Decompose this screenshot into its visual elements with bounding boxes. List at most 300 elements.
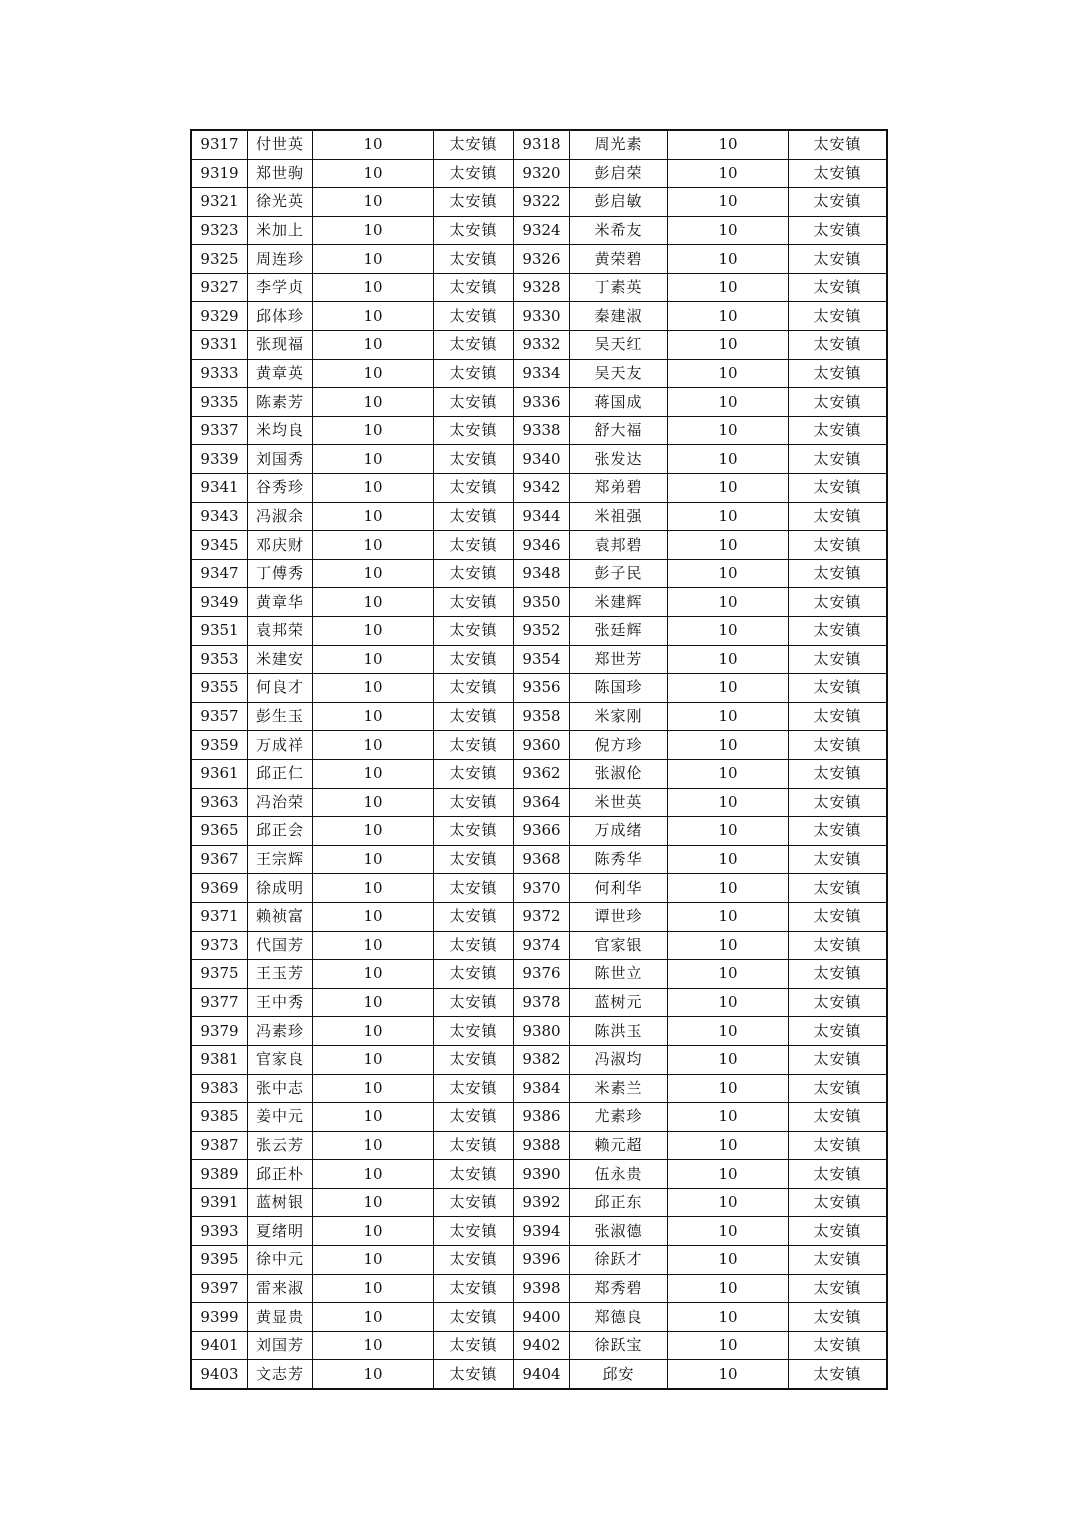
right-town-cell: 太安镇 [789, 1045, 888, 1074]
left-name-cell: 刘国秀 [248, 445, 313, 474]
left-name-cell: 谷秀珍 [248, 474, 313, 503]
right-name-cell: 吴天友 [570, 359, 668, 388]
right-amount-cell: 10 [668, 1188, 789, 1217]
right-amount-cell: 10 [668, 1303, 789, 1332]
right-name-cell: 米建辉 [570, 588, 668, 617]
left-town-cell: 太安镇 [434, 902, 514, 931]
table-row [191, 1331, 887, 1360]
right-name-cell: 郑德良 [570, 1303, 668, 1332]
right-name-cell: 伍永贵 [570, 1160, 668, 1189]
right-name-cell: 冯淑均 [570, 1045, 668, 1074]
left-town-cell: 太安镇 [434, 474, 514, 503]
table-row [191, 845, 887, 874]
left-amount-cell: 10 [313, 702, 434, 731]
left-amount-cell: 10 [313, 273, 434, 302]
right-amount-cell: 10 [668, 674, 789, 703]
left-amount-cell: 10 [313, 188, 434, 217]
right-number-cell: 9340 [514, 445, 570, 474]
right-number-cell: 9396 [514, 1246, 570, 1275]
left-town-cell: 太安镇 [434, 216, 514, 245]
left-amount-cell: 10 [313, 502, 434, 531]
right-amount-cell: 10 [668, 1274, 789, 1303]
left-town-cell: 太安镇 [434, 273, 514, 302]
table-row [191, 645, 887, 674]
left-town-cell: 太安镇 [434, 559, 514, 588]
left-amount-cell: 10 [313, 817, 434, 846]
table-row [191, 759, 887, 788]
left-town-cell: 太安镇 [434, 388, 514, 417]
left-amount-cell: 10 [313, 902, 434, 931]
right-name-cell: 吴天红 [570, 331, 668, 360]
right-town-cell: 太安镇 [789, 1217, 888, 1246]
left-amount-cell: 10 [313, 788, 434, 817]
table-row [191, 331, 887, 360]
left-number-cell: 9391 [191, 1188, 248, 1217]
right-name-cell: 赖元超 [570, 1131, 668, 1160]
left-number-cell: 9385 [191, 1103, 248, 1132]
left-town-cell: 太安镇 [434, 445, 514, 474]
right-number-cell: 9382 [514, 1045, 570, 1074]
left-town-cell: 太安镇 [434, 188, 514, 217]
right-number-cell: 9324 [514, 216, 570, 245]
right-number-cell: 9362 [514, 759, 570, 788]
table-row [191, 130, 887, 159]
left-name-cell: 郑世驹 [248, 159, 313, 188]
right-name-cell: 米祖强 [570, 502, 668, 531]
right-name-cell: 秦建淑 [570, 302, 668, 331]
table-row [191, 588, 887, 617]
right-number-cell: 9320 [514, 159, 570, 188]
left-town-cell: 太安镇 [434, 817, 514, 846]
table-row [191, 388, 887, 417]
right-number-cell: 9376 [514, 960, 570, 989]
right-amount-cell: 10 [668, 931, 789, 960]
left-town-cell: 太安镇 [434, 1331, 514, 1360]
right-name-cell: 米家刚 [570, 702, 668, 731]
left-amount-cell: 10 [313, 1360, 434, 1389]
right-name-cell: 郑秀碧 [570, 1274, 668, 1303]
left-number-cell: 9353 [191, 645, 248, 674]
right-amount-cell: 10 [668, 474, 789, 503]
left-amount-cell: 10 [313, 245, 434, 274]
right-town-cell: 太安镇 [789, 931, 888, 960]
table-row [191, 416, 887, 445]
right-name-cell: 邱正东 [570, 1188, 668, 1217]
left-town-cell: 太安镇 [434, 1045, 514, 1074]
right-town-cell: 太安镇 [789, 788, 888, 817]
left-amount-cell: 10 [313, 559, 434, 588]
right-number-cell: 9394 [514, 1217, 570, 1246]
left-name-cell: 黄章英 [248, 359, 313, 388]
right-amount-cell: 10 [668, 902, 789, 931]
right-town-cell: 太安镇 [789, 188, 888, 217]
right-amount-cell: 10 [668, 359, 789, 388]
left-name-cell: 张现福 [248, 331, 313, 360]
right-number-cell: 9366 [514, 817, 570, 846]
right-name-cell: 徐跃宝 [570, 1331, 668, 1360]
right-amount-cell: 10 [668, 1045, 789, 1074]
left-number-cell: 9381 [191, 1045, 248, 1074]
right-number-cell: 9386 [514, 1103, 570, 1132]
table-row [191, 988, 887, 1017]
left-name-cell: 丁傅秀 [248, 559, 313, 588]
left-number-cell: 9395 [191, 1246, 248, 1275]
table-row [191, 1246, 887, 1275]
right-name-cell: 何利华 [570, 874, 668, 903]
right-town-cell: 太安镇 [789, 1188, 888, 1217]
left-name-cell: 邱体珍 [248, 302, 313, 331]
left-town-cell: 太安镇 [434, 1160, 514, 1189]
left-town-cell: 太安镇 [434, 359, 514, 388]
left-amount-cell: 10 [313, 960, 434, 989]
right-number-cell: 9336 [514, 388, 570, 417]
right-town-cell: 太安镇 [789, 674, 888, 703]
right-town-cell: 太安镇 [789, 960, 888, 989]
left-name-cell: 邱正朴 [248, 1160, 313, 1189]
left-name-cell: 张中志 [248, 1074, 313, 1103]
left-amount-cell: 10 [313, 1274, 434, 1303]
left-town-cell: 太安镇 [434, 788, 514, 817]
right-town-cell: 太安镇 [789, 474, 888, 503]
right-number-cell: 9364 [514, 788, 570, 817]
table-row [191, 245, 887, 274]
table-row [191, 1160, 887, 1189]
left-name-cell: 冯素珍 [248, 1017, 313, 1046]
left-number-cell: 9339 [191, 445, 248, 474]
right-amount-cell: 10 [668, 245, 789, 274]
right-name-cell: 谭世珍 [570, 902, 668, 931]
left-amount-cell: 10 [313, 874, 434, 903]
table-row [191, 1103, 887, 1132]
table-row [191, 702, 887, 731]
left-name-cell: 文志芳 [248, 1360, 313, 1389]
right-number-cell: 9372 [514, 902, 570, 931]
left-town-cell: 太安镇 [434, 1188, 514, 1217]
left-name-cell: 赖祯富 [248, 902, 313, 931]
right-number-cell: 9388 [514, 1131, 570, 1160]
left-amount-cell: 10 [313, 359, 434, 388]
left-amount-cell: 10 [313, 845, 434, 874]
left-amount-cell: 10 [313, 216, 434, 245]
table-row [191, 445, 887, 474]
right-name-cell: 郑世芳 [570, 645, 668, 674]
left-number-cell: 9361 [191, 759, 248, 788]
right-name-cell: 蒋国成 [570, 388, 668, 417]
left-town-cell: 太安镇 [434, 1303, 514, 1332]
left-town-cell: 太安镇 [434, 502, 514, 531]
left-amount-cell: 10 [313, 988, 434, 1017]
table-row [191, 960, 887, 989]
left-number-cell: 9349 [191, 588, 248, 617]
table-row [191, 1188, 887, 1217]
left-amount-cell: 10 [313, 1160, 434, 1189]
right-town-cell: 太安镇 [789, 559, 888, 588]
left-number-cell: 9363 [191, 788, 248, 817]
table-row [191, 1217, 887, 1246]
left-name-cell: 徐光英 [248, 188, 313, 217]
right-amount-cell: 10 [668, 1360, 789, 1389]
right-town-cell: 太安镇 [789, 731, 888, 760]
left-town-cell: 太安镇 [434, 874, 514, 903]
right-town-cell: 太安镇 [789, 645, 888, 674]
right-name-cell: 徐跃才 [570, 1246, 668, 1275]
right-amount-cell: 10 [668, 302, 789, 331]
right-number-cell: 9398 [514, 1274, 570, 1303]
right-number-cell: 9392 [514, 1188, 570, 1217]
right-town-cell: 太安镇 [789, 531, 888, 560]
table-row [191, 1274, 887, 1303]
table-row [191, 1074, 887, 1103]
right-town-cell: 太安镇 [789, 1017, 888, 1046]
left-number-cell: 9329 [191, 302, 248, 331]
left-name-cell: 邱正会 [248, 817, 313, 846]
right-town-cell: 太安镇 [789, 1074, 888, 1103]
right-number-cell: 9370 [514, 874, 570, 903]
left-name-cell: 李学贞 [248, 273, 313, 302]
left-number-cell: 9343 [191, 502, 248, 531]
right-number-cell: 9318 [514, 130, 570, 159]
left-number-cell: 9403 [191, 1360, 248, 1389]
right-town-cell: 太安镇 [789, 1246, 888, 1275]
table-row [191, 817, 887, 846]
left-number-cell: 9359 [191, 731, 248, 760]
table-row [191, 531, 887, 560]
left-number-cell: 9321 [191, 188, 248, 217]
left-number-cell: 9401 [191, 1331, 248, 1360]
left-town-cell: 太安镇 [434, 159, 514, 188]
right-number-cell: 9350 [514, 588, 570, 617]
left-town-cell: 太安镇 [434, 1274, 514, 1303]
left-amount-cell: 10 [313, 130, 434, 159]
right-amount-cell: 10 [668, 273, 789, 302]
left-town-cell: 太安镇 [434, 1131, 514, 1160]
left-amount-cell: 10 [313, 674, 434, 703]
left-town-cell: 太安镇 [434, 331, 514, 360]
left-name-cell: 冯淑余 [248, 502, 313, 531]
left-number-cell: 9383 [191, 1074, 248, 1103]
left-name-cell: 王宗辉 [248, 845, 313, 874]
right-name-cell: 黄荣碧 [570, 245, 668, 274]
left-number-cell: 9355 [191, 674, 248, 703]
right-number-cell: 9404 [514, 1360, 570, 1389]
right-name-cell: 米希友 [570, 216, 668, 245]
left-name-cell: 夏绪明 [248, 1217, 313, 1246]
right-town-cell: 太安镇 [789, 1331, 888, 1360]
right-number-cell: 9342 [514, 474, 570, 503]
left-number-cell: 9367 [191, 845, 248, 874]
right-name-cell: 米素兰 [570, 1074, 668, 1103]
right-number-cell: 9338 [514, 416, 570, 445]
left-town-cell: 太安镇 [434, 245, 514, 274]
left-town-cell: 太安镇 [434, 988, 514, 1017]
right-amount-cell: 10 [668, 130, 789, 159]
table-row [191, 159, 887, 188]
right-town-cell: 太安镇 [789, 359, 888, 388]
left-town-cell: 太安镇 [434, 416, 514, 445]
left-name-cell: 徐中元 [248, 1246, 313, 1275]
right-name-cell: 米世英 [570, 788, 668, 817]
table-row [191, 559, 887, 588]
right-amount-cell: 10 [668, 874, 789, 903]
table-row [191, 359, 887, 388]
left-number-cell: 9327 [191, 273, 248, 302]
right-name-cell: 陈世立 [570, 960, 668, 989]
left-number-cell: 9347 [191, 559, 248, 588]
left-number-cell: 9387 [191, 1131, 248, 1160]
left-number-cell: 9365 [191, 817, 248, 846]
right-town-cell: 太安镇 [789, 988, 888, 1017]
left-amount-cell: 10 [313, 1074, 434, 1103]
left-name-cell: 徐成明 [248, 874, 313, 903]
left-number-cell: 9397 [191, 1274, 248, 1303]
right-amount-cell: 10 [668, 1103, 789, 1132]
right-name-cell: 万成绪 [570, 817, 668, 846]
table-row [191, 1360, 887, 1389]
left-amount-cell: 10 [313, 1331, 434, 1360]
left-amount-cell: 10 [313, 588, 434, 617]
left-town-cell: 太安镇 [434, 588, 514, 617]
left-name-cell: 陈素芳 [248, 388, 313, 417]
left-amount-cell: 10 [313, 445, 434, 474]
right-amount-cell: 10 [668, 331, 789, 360]
right-number-cell: 9400 [514, 1303, 570, 1332]
left-name-cell: 张云芳 [248, 1131, 313, 1160]
right-name-cell: 邱安 [570, 1360, 668, 1389]
right-amount-cell: 10 [668, 1217, 789, 1246]
right-town-cell: 太安镇 [789, 445, 888, 474]
left-amount-cell: 10 [313, 331, 434, 360]
left-name-cell: 黄显贵 [248, 1303, 313, 1332]
right-amount-cell: 10 [668, 188, 789, 217]
right-amount-cell: 10 [668, 531, 789, 560]
left-town-cell: 太安镇 [434, 1017, 514, 1046]
left-number-cell: 9399 [191, 1303, 248, 1332]
left-amount-cell: 10 [313, 416, 434, 445]
table-row [191, 874, 887, 903]
left-town-cell: 太安镇 [434, 302, 514, 331]
left-town-cell: 太安镇 [434, 531, 514, 560]
right-name-cell: 彭子民 [570, 559, 668, 588]
left-town-cell: 太安镇 [434, 702, 514, 731]
right-number-cell: 9334 [514, 359, 570, 388]
left-amount-cell: 10 [313, 759, 434, 788]
table-row [191, 273, 887, 302]
left-name-cell: 黄章华 [248, 588, 313, 617]
right-amount-cell: 10 [668, 1017, 789, 1046]
right-number-cell: 9368 [514, 845, 570, 874]
table-row [191, 302, 887, 331]
right-name-cell: 张廷辉 [570, 617, 668, 646]
left-name-cell: 代国芳 [248, 931, 313, 960]
right-number-cell: 9378 [514, 988, 570, 1017]
left-name-cell: 周连珍 [248, 245, 313, 274]
right-town-cell: 太安镇 [789, 416, 888, 445]
left-number-cell: 9341 [191, 474, 248, 503]
left-number-cell: 9323 [191, 216, 248, 245]
right-amount-cell: 10 [668, 445, 789, 474]
left-amount-cell: 10 [313, 1217, 434, 1246]
table-row [191, 1017, 887, 1046]
right-amount-cell: 10 [668, 960, 789, 989]
right-town-cell: 太安镇 [789, 1131, 888, 1160]
right-number-cell: 9384 [514, 1074, 570, 1103]
left-number-cell: 9371 [191, 902, 248, 931]
right-amount-cell: 10 [668, 159, 789, 188]
right-amount-cell: 10 [668, 1131, 789, 1160]
right-number-cell: 9344 [514, 502, 570, 531]
left-name-cell: 邓庆财 [248, 531, 313, 560]
left-number-cell: 9357 [191, 702, 248, 731]
right-number-cell: 9358 [514, 702, 570, 731]
left-town-cell: 太安镇 [434, 759, 514, 788]
right-town-cell: 太安镇 [789, 874, 888, 903]
left-number-cell: 9317 [191, 130, 248, 159]
left-name-cell: 雷来淑 [248, 1274, 313, 1303]
left-number-cell: 9377 [191, 988, 248, 1017]
right-number-cell: 9390 [514, 1160, 570, 1189]
left-name-cell: 袁邦荣 [248, 617, 313, 646]
right-town-cell: 太安镇 [789, 759, 888, 788]
left-name-cell: 彭生玉 [248, 702, 313, 731]
left-number-cell: 9325 [191, 245, 248, 274]
right-amount-cell: 10 [668, 559, 789, 588]
right-amount-cell: 10 [668, 1246, 789, 1275]
right-amount-cell: 10 [668, 216, 789, 245]
left-name-cell: 蓝树银 [248, 1188, 313, 1217]
right-number-cell: 9402 [514, 1331, 570, 1360]
right-amount-cell: 10 [668, 731, 789, 760]
right-amount-cell: 10 [668, 1331, 789, 1360]
right-town-cell: 太安镇 [789, 1160, 888, 1189]
left-town-cell: 太安镇 [434, 1360, 514, 1389]
left-amount-cell: 10 [313, 617, 434, 646]
left-amount-cell: 10 [313, 931, 434, 960]
roster-table-body [191, 130, 887, 1389]
right-name-cell: 周光素 [570, 130, 668, 159]
left-town-cell: 太安镇 [434, 845, 514, 874]
right-town-cell: 太安镇 [789, 502, 888, 531]
right-amount-cell: 10 [668, 702, 789, 731]
right-number-cell: 9352 [514, 617, 570, 646]
left-amount-cell: 10 [313, 1045, 434, 1074]
table-row [191, 216, 887, 245]
left-name-cell: 米建安 [248, 645, 313, 674]
left-amount-cell: 10 [313, 1188, 434, 1217]
left-amount-cell: 10 [313, 159, 434, 188]
table-row [191, 1303, 887, 1332]
right-number-cell: 9380 [514, 1017, 570, 1046]
left-town-cell: 太安镇 [434, 931, 514, 960]
left-amount-cell: 10 [313, 302, 434, 331]
left-number-cell: 9351 [191, 617, 248, 646]
table-row [191, 188, 887, 217]
right-name-cell: 袁邦碧 [570, 531, 668, 560]
right-name-cell: 丁素英 [570, 273, 668, 302]
right-town-cell: 太安镇 [789, 130, 888, 159]
left-name-cell: 王中秀 [248, 988, 313, 1017]
left-town-cell: 太安镇 [434, 1246, 514, 1275]
right-name-cell: 蓝树元 [570, 988, 668, 1017]
right-town-cell: 太安镇 [789, 845, 888, 874]
right-number-cell: 9360 [514, 731, 570, 760]
right-town-cell: 太安镇 [789, 216, 888, 245]
table-row [191, 788, 887, 817]
left-number-cell: 9331 [191, 331, 248, 360]
right-amount-cell: 10 [668, 1160, 789, 1189]
left-number-cell: 9369 [191, 874, 248, 903]
left-number-cell: 9379 [191, 1017, 248, 1046]
right-name-cell: 倪方珍 [570, 731, 668, 760]
